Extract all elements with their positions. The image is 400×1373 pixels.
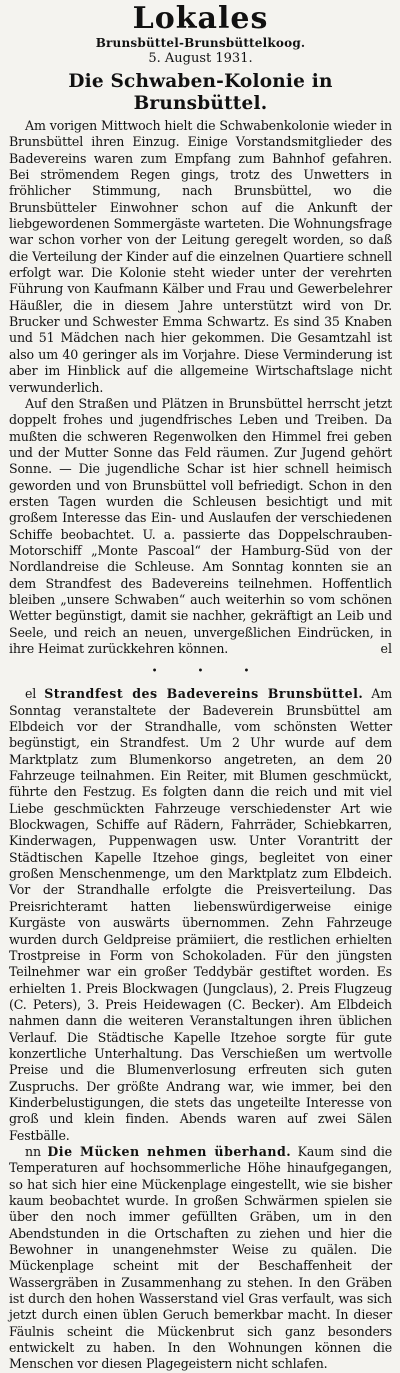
news-item-heading: Die Mücken nehmen überhand. [47, 1143, 292, 1159]
section-masthead: Lokales [132, 1, 269, 36]
dateline: 5. August 1931. [148, 51, 253, 66]
news-item-body: Kaum sind die Temperaturen auf hochsommerliche Höhe hinaufgegangen, so hat sich hier eine Mückenplage eingestellt, wie sie bisher kaum beobachtet wurde. In großen Schwärmen spielen sie über den noch immer gefüllten Gräben, um in den Abendstunden in die Ortschaften zu ziehen und hier die Bewohner in unangenehmster Weise zu quälen. Die Mückenplage scheint mit der Beschaffenheit der Wassergräben in Zusammenhang zu stehen. In den Gräben ist durch den hohen Wasserstand viel Gras verfault, was sich jetzt durch einen üblen Geruch bemerkbar macht. In dieser Fäulnis scheint die Mückenbrut sich ganz besonders entwickelt zu haben. In den Wohnungen können die Menschen vor diesen Plagegeistern nicht schlafen. [9, 1143, 393, 1372]
news-item [9, 1144, 392, 1373]
divider-dot: • [151, 666, 158, 678]
author-initials: nn [25, 1143, 41, 1159]
news-item-heading: Strandfest des Badevereins Brunsbüttel. [44, 686, 364, 702]
divider-dot: • [243, 666, 250, 678]
news-item [9, 686, 392, 1144]
article-paragraph: Am vorigen Mittwoch hielt die Schwabenkolonie wieder in Brunsbüttel ihren Einzug. Einige Vorstandsmitglieder des Badevereins waren zum Empfang zum Bahnhof gefahren. Bei strömendem Regen gings, trotz des Unwetters in fröhlicher Stimmung, nach Brunsbüttel, wo die Brunsbütteler Einwohner schon auf die Ankunft der liebgewordenen Sommergäste warteten. Die Wohnungsfrage war schon vorher von der Leitung geregelt worden, so daß die Verteilung der Kinder auf die einzelnen Quartiere schnell erfolgt war. Die Kolonie steht wieder unter der verehrten Führung von Kaufmann Kälber und Frau und Gewerbelehrer Häußler, die in diesem Jahre unterstützt wird von Dr. Brucker und Schwester Emma Schwartz. Es sind 35 Knaben und 51 Mädchen nach hier gekommen. Die Gesamtzahl ist also um 40 geringer als im Vorjahre. Diese Verminderung ist aber im Hinblick auf die allgemeine Wirtschaftslage nicht verwunderlich. [9, 118, 392, 395]
divider-dot: • [197, 666, 204, 678]
section-divider [9, 663, 392, 681]
place-heading: Brunsbüttel-Brunsbüttelkoog. [95, 36, 306, 50]
author-initials: el [25, 686, 37, 702]
article-title: Die Schwaben-Kolonie in Brunsbüttel. [68, 71, 333, 114]
news-item-body: Am Sonntag veranstaltete der Badeverein Brunsbüttel am Elbdeich vor der Strandhalle, vom schönsten Wetter begünstigt, ein Strandfest. Um 2 Uhr wurde auf dem Marktplatz zum Blumenkorso angetreten, an dem 20 Fahrzeuge teilnahmen. Ein Reiter, mit Blumen geschmückt, führte den Festzug. Es folgten dann die reich und mit viel Liebe geschmückten Fahrzeuge verschiedenster Art wie Blockwagen, Schiffe auf Rädern, Fahrräder, Schiebkarren, Kinderwagen, Puppenwagen usw. Unter Vorantritt der Städtischen Kapelle Itzehoe gings, begleitet von einer großen Menschenmenge, um den Marktplatz zum Elbdeich. Vor der Strandhalle erfolgte die Preisverteilung. Das Preisrichteramt hatten liebenswürdigerweise einige Kurgäste von auswärts übernommen. Zehn Fahrzeuge wurden durch Geldpreise prämiiert, die restlichen erhielten Trostpreise in Form von Schokoladen. Für den jüngsten Teilnehmer war ein großer Teddybär gestiftet worden. Es erhielten 1. Preis Blockwagen (Jungclaus), 2. Preis Flugzeug (C. Peters), 3. Preis Heidewagen (C. Becker). Am Elbdeich nahmen dann die weiteren Veranstaltungen ihren üblichen Verlauf. Die Städtische Kapelle Itzehoe sorgte für gute konzertliche Unterhaltung. Das Verschießen um wertvolle Preise und die Blumenverlosung erfreuten sich guten Zuspruchs. Der größte Andrang war, wie immer, bei den Kinderbelustigungen, die stets das ungeteilte Interesse von groß und klein finden. Abends waren auf zwei Sälen Festbälle. [9, 686, 393, 1143]
article-paragraph: Auf den Straßen und Plätzen in Brunsbüttel herrscht jetzt doppelt frohes und jugendfrisches Leben und Treiben. Da mußten die schweren Regenwolken den Himmel frei geben und der Mutter Sonne das Feld räumen. Zur Jugend gehört Sonne. — Die jugendliche Schar ist hier schnell heimisch geworden und von Brunsbüttel voll befriedigt. Schon in den ersten Tagen wurden die Schleusen besichtigt und mit großem Interesse das Ein- und Auslaufen der verschiedenen Schiffe beobachtet. U. a. passierte das Doppelschrauben-Motorschiff „Monte Pascoal“ der Hamburg-Süd von der Nordlandreise die Schleuse. Am Sonntag konnten sie an dem Strandfest des Badevereins teilnehmen. Hoffentlich bleiben „unsere Schwaben“ auch weiterhin so vom schönen Wetter begünstigt, damit sie nachher, gekräftigt an Leib und Seele, und reich an neuen, unvergeßlichen Eindrücken, in ihre Heimat zurückkehren können. [9, 395, 392, 656]
article-signature: el [380, 641, 392, 657]
